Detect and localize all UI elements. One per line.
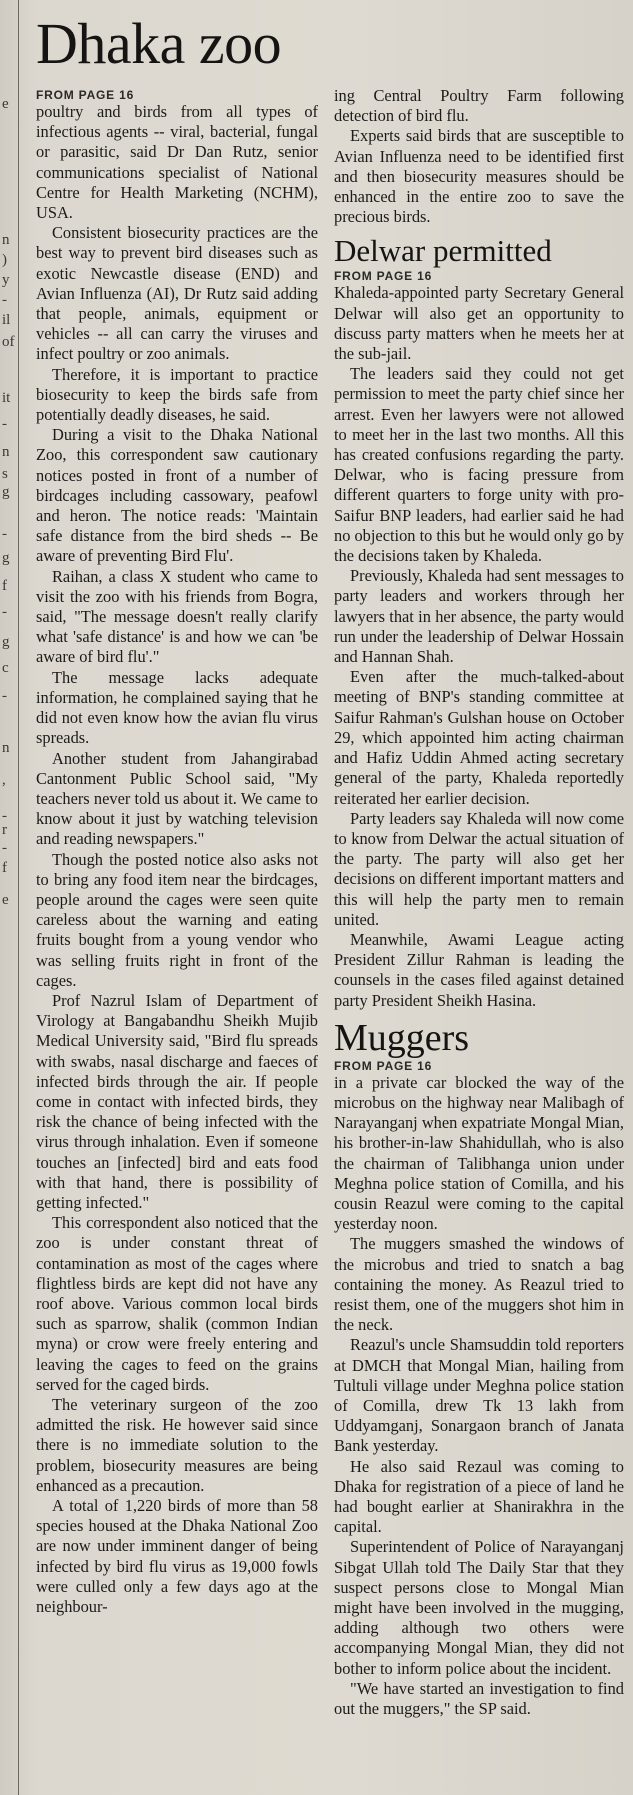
edge-fragment: e xyxy=(2,892,9,908)
edge-fragment: - xyxy=(2,292,7,308)
article-paragraph: in a private car blocked the way of the microbus on the highway near Malibagh of Narayanganj when expatriate Mongal Mian, his brother-in-law Shahidullah, who is also the chairman of Talibhanga union under Meghna police station of Comilla, and his cousin Reazul were coming to the capital yesterday noon. xyxy=(334,1072,624,1234)
article-paragraph: Experts said birds that are susceptible to Avian Influenza need to be identified first and then biosecurity measures should be enhanced in the entire zoo to save the precious birds. xyxy=(334,126,624,227)
edge-fragment: - xyxy=(2,416,7,432)
article-paragraph: ing Central Poultry Farm following detection of bird flu. xyxy=(334,86,624,126)
edge-fragment: y xyxy=(2,272,10,288)
article-paragraph: This correspondent also noticed that the zoo is under constant threat of contamination as most of the cages where flightless birds are kept did not have any roof above. Various common local birds such as sparrow, shalik (common Indian myna) or crow were freely entering and leaving the cages to feed on the grains served for the caged birds. xyxy=(36,1213,318,1394)
edge-fragment: - xyxy=(2,808,7,824)
from-page-label: FROM PAGE 16 xyxy=(334,1058,433,1073)
article-paragraph: Khaleda-appointed party Secretary General Delwar will also get an opportunity to discuss party matters when he meets her at the sub-jail. xyxy=(334,283,624,364)
article-paragraph: He also said Rezaul was coming to Dhaka for registration of a piece of land he had bought earlier at Shanirakhra in the capital. xyxy=(334,1456,624,1537)
adjacent-column-fragments xyxy=(0,0,18,1795)
edge-fragment: n xyxy=(2,444,10,460)
article-paragraph: The veterinary surgeon of the zoo admitted the risk. He however said since there is no immediate solution to the problem, biosecurity measures are being enhanced as a precaution. xyxy=(36,1395,318,1495)
article-paragraph: Though the posted notice also asks not to bring any food item near the birdcages, people around the cages were seen quite careless about the warning and eating fruits bought from a young vendor who was selling fruits right in front of the cages. xyxy=(36,849,318,990)
article-paragraph: "We have started an investigation to find out the muggers," the SP said. xyxy=(334,1678,624,1719)
edge-fragment: - xyxy=(2,604,7,620)
article-paragraph: Reazul's uncle Shamsuddin told reporters at DMCH that Mongal Mian, hailing from Tultuli village under Meghna police station of Comilla, drew Tk 13 lakh from Uddyamganj, Sonargaon branch of Janata Bank yesterday. xyxy=(334,1335,624,1456)
edge-fragment: g xyxy=(2,550,10,566)
edge-fragment: n xyxy=(2,232,10,248)
article-paragraph: The leaders said they could not get permission to meet the party chief since her arrest. Even her lawyers were not allowed to meet her in the last two months. All this has created confusions regarding the party. Delwar, who is facing pressure from different quarters to forge unity with pro-Saifur BNP leaders, had earlier said he had no objection to this but he would only go by the decisions taken by Khaleda. xyxy=(334,364,625,566)
article-paragraph: poultry and birds from all types of infectious agents -- viral, bacterial, fungal or parasitic, said Dr Dan Rutz, senior communications specialist of National Centre for Health Marketing (NCHM), USA. xyxy=(36,102,318,223)
edge-fragment: ) xyxy=(2,252,7,268)
edge-fragment: il xyxy=(2,312,11,328)
article-paragraph: A total of 1,220 birds of more than 58 species housed at the Dhaka National Zoo are now under imminent danger of being infected by bird flu virus as 19,000 fowls were culled only a few days ago at the neighbour- xyxy=(36,1496,318,1617)
article-paragraph: During a visit to the Dhaka National Zoo, this correspondent saw cautionary notices posted in front of a number of birdcages including cassowary, peafowl and heron. The notice reads: 'Maintain safe distance from the bird sheds -- Be aware of preventing Bird Flu'. xyxy=(36,425,318,566)
headline-dhaka-zoo: Dhaka zoo xyxy=(36,11,282,76)
edge-fragment: s xyxy=(2,466,8,482)
edge-fragment: - xyxy=(2,526,7,542)
edge-fragment: - xyxy=(2,840,7,856)
column-1 xyxy=(36,88,318,1617)
article-paragraph: The message lacks adequate information, he complained saying that he did not even know how the avian flu virus spreads. xyxy=(36,667,318,748)
article-paragraph: Previously, Khaleda had sent messages to party leaders and workers through her lawyers that in her absence, the party would run under the leadership of Delwar Hossain and Hannan Shah. xyxy=(334,566,624,667)
article-paragraph: Therefore, it is important to practice biosecurity to keep the birds safe from potentially deadly diseases, he said. xyxy=(36,364,318,425)
article-paragraph: Prof Nazrul Islam of Department of Virology at Bangabandhu Sheikh Mujib Medical University said, "Bird flu spreads with swabs, nasal discharge and faeces of infected birds through the air. If people come in contact with infected birds, they risk the chance of being infected with the virus through inhalation. Even if someone touches an [infected] bird and eats food with that hand, there is possibility of getting infected." xyxy=(36,990,318,1212)
article-paragraph: Party leaders say Khaleda will now come to know from Delwar the actual situation of the party. The party will also get her decisions on different important matters and this will help the party men to remain united. xyxy=(334,808,624,929)
edge-fragment: , xyxy=(2,772,6,788)
article-paragraph: Consistent biosecurity practices are the best way to prevent bird diseases such as exotic Newcastle disease (END) and Avian Influenza (AI), Dr Rutz said adding that people, animals, equipment or vehicles -- all can carry the viruses and infect poultry or zoo animals. xyxy=(36,223,318,364)
article-paragraph: Another student from Jahangirabad Cantonment Public School said, "My teachers never told us about it. We came to know about it just by watching television and reading newspapers." xyxy=(36,748,318,849)
edge-fragment: of xyxy=(2,334,15,350)
article-paragraph: Superintendent of Police of Narayanganj Sibgat Ullah told The Daily Star that they suspect persons close to Mongal Mian might have been involved in the mugging, adding although two others were accompanying Mongal Mian, they did not bother to inform police about the incident. xyxy=(334,1537,624,1678)
edge-fragment: f xyxy=(2,578,7,594)
article-paragraph: Meanwhile, Awami League acting President Zillur Rahman is leading the counsels in the cases filed against detained party President Sheikh Hasina. xyxy=(334,929,624,1010)
edge-fragment: it xyxy=(2,390,11,406)
edge-fragment: g xyxy=(2,484,10,500)
edge-fragment: - xyxy=(2,688,7,704)
article-paragraph: Raihan, a class X student who came to visit the zoo with his friends from Bogra, said, "The message doesn't really clarify what 'safe distance' is and how we can 'be aware of bird flu'." xyxy=(36,566,318,667)
from-page-label: FROM PAGE 16 xyxy=(36,88,135,102)
column-rule xyxy=(18,0,19,1795)
edge-fragment: e xyxy=(2,96,9,112)
column-2 xyxy=(334,86,624,1719)
headline-delwar-permitted: Delwar permitted xyxy=(334,233,552,269)
from-page-label: FROM PAGE 16 xyxy=(334,269,433,284)
edge-fragment: f xyxy=(2,860,7,876)
article-paragraph: Even after the much-talked-about meeting of BNP's standing committee at Saifur Rahman's Gulshan house on October 29, which appointed him acting chairman and Hafiz Uddin Ahmed acting secretary general of the party, Khaleda reportedly reiterated her earlier decision. xyxy=(334,667,624,808)
edge-fragment: n xyxy=(2,740,10,756)
edge-fragment: g xyxy=(2,634,10,650)
edge-fragment: r xyxy=(2,822,7,838)
headline-muggers: Muggers xyxy=(334,1016,470,1059)
article-paragraph: The muggers smashed the windows of the microbus and tried to snatch a bag containing the money. As Reazul tried to resist them, one of the muggers shot him in the neck. xyxy=(334,1234,624,1335)
edge-fragment: c xyxy=(2,660,9,676)
